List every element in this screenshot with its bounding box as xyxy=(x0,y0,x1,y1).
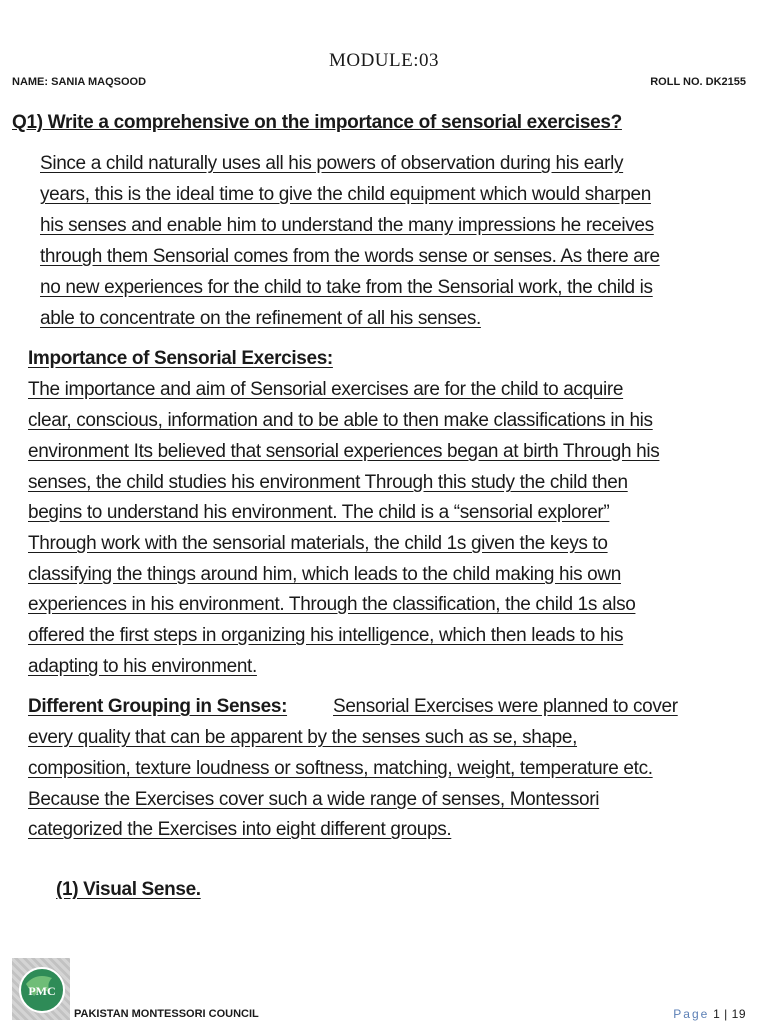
para2-line: clear, conscious, information and to be able to then make classifications in his xyxy=(28,410,653,431)
para2-line: environment Its believed that sensorial experiences began at birth Through his xyxy=(28,441,660,462)
para3-line: composition, texture loudness or softness, matching, weight, temperature etc. xyxy=(28,758,653,779)
para2-line: begins to understand his environment. The child is a “sensorial explorer” xyxy=(28,502,610,523)
importance-heading: Importance of Sensorial Exercises: xyxy=(28,348,333,369)
para2-line: Through work with the sensorial materials, the child 1s given the keys to xyxy=(28,533,608,554)
para1-line: through them Sensorial comes from the words sense or senses. As there are xyxy=(40,246,660,267)
student-name: NAME: SANIA MAQSOOD xyxy=(12,76,147,88)
para3-line: Because the Exercises cover such a wide range of senses, Montessori xyxy=(28,789,600,810)
page-total: 19 xyxy=(731,1007,746,1021)
para2-line: adapting to his environment. xyxy=(28,656,257,677)
document-title: MODULE:03 xyxy=(328,50,440,71)
para1-line: able to concentrate on the refinement of all his senses. xyxy=(40,308,481,329)
organization-name: PAKISTAN MONTESSORI COUNCIL xyxy=(74,1008,259,1020)
roll-number: ROLL NO. DK2155 xyxy=(650,76,746,88)
pmc-logo-icon xyxy=(12,958,70,1020)
pmc-logo xyxy=(12,958,70,1020)
para1-line: no new experiences for the child to take from the Sensorial work, the child is xyxy=(40,277,653,298)
para2-line: offered the first steps in organizing his intelligence, which then leads to his xyxy=(28,625,624,646)
grouping-heading: Different Grouping in Senses: xyxy=(28,696,288,717)
para2-line: classifying the things around him, which leads to the child making his own xyxy=(28,564,621,585)
para3-line: categorized the Exercises into eight different groups. xyxy=(28,819,452,840)
page-number xyxy=(673,1007,746,1021)
page-separator: | xyxy=(724,1007,728,1021)
para1-line: years, this is the ideal time to give the child equipment which would sharpen xyxy=(40,184,651,205)
svg-text:PMC: PMC xyxy=(28,984,56,998)
para3-line: Sensorial Exercises were planned to cover xyxy=(333,696,678,717)
para2-line: The importance and aim of Sensorial exercises are for the child to acquire xyxy=(28,379,624,400)
question-heading: Q1) Write a comprehensive on the importance of sensorial exercises? xyxy=(12,112,622,133)
para1-line: his senses and enable him to understand the many impressions he receives xyxy=(40,215,654,236)
page-label: Page xyxy=(673,1007,710,1021)
para1-line: Since a child naturally uses all his powers of observation during his early xyxy=(40,153,624,174)
visual-sense-heading: (1) Visual Sense. xyxy=(56,879,201,900)
para2-line: senses, the child studies his environment Through this study the child then xyxy=(28,472,628,493)
para2-line: experiences in his environment. Through the classification, the child 1s also xyxy=(28,594,636,615)
page-current: 1 xyxy=(713,1007,721,1021)
para3-line: every quality that can be apparent by the senses such as se, shape, xyxy=(28,727,578,748)
